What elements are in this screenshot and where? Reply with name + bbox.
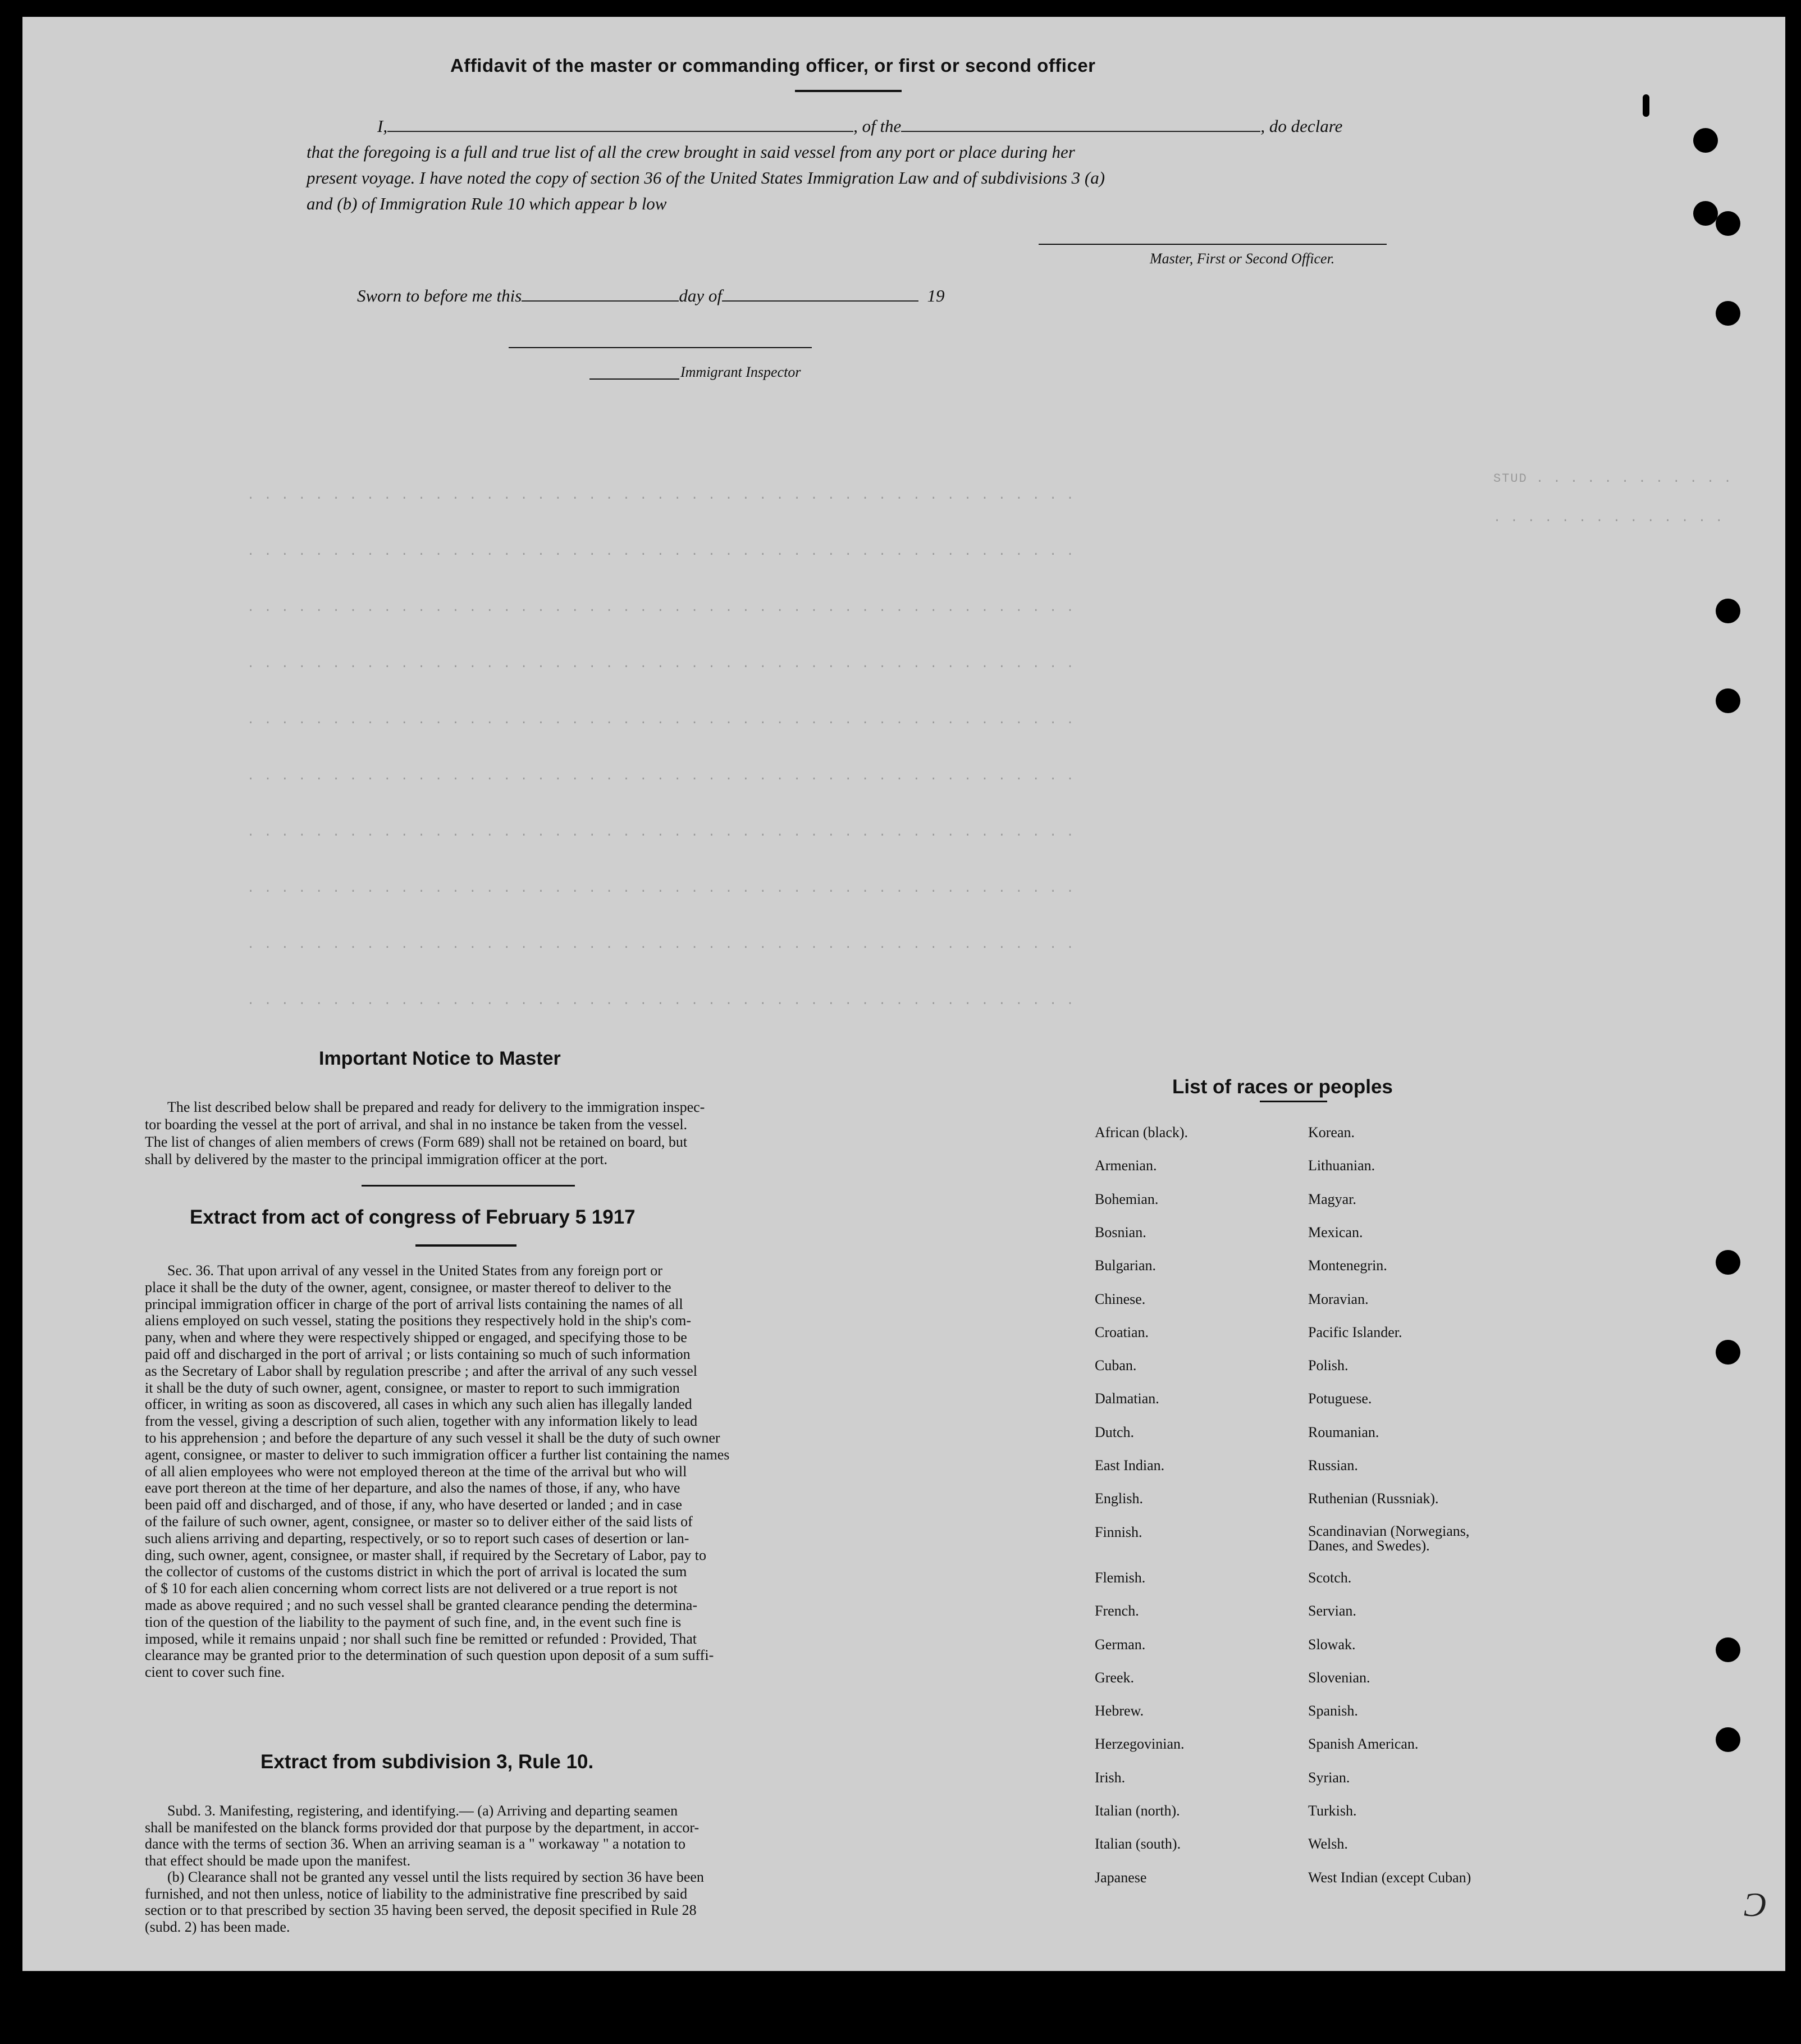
race-item: Armenian. (1095, 1157, 1157, 1174)
signature-line[interactable] (1039, 244, 1387, 245)
race-item: Moravian. (1308, 1290, 1369, 1307)
act-line: been paid off and discharged, and of those, if any, who have deserted or landed ; and in case (145, 1496, 682, 1513)
bleed-through-row: . . . . . . . . . . . . . . . . . . . . . . . . . . . . . . . . . . . . . . . . . . . . . . . . . (247, 545, 1075, 559)
act-line: tion of the question of the liability to the payment of such fine, and, in the event such fine is (145, 1613, 682, 1630)
bleed-through-row: . . . . . . . . . . . . . . . . . . . . . . . . . . . . . . . . . . . . . . . . . . . . . . . . . (247, 882, 1075, 896)
margin-note: Ͻ (1744, 1886, 1767, 1923)
act-line: of $ 10 for each alien concerning whom correct lists are not delivered or a true report is not (145, 1580, 678, 1597)
race-item: Japanese (1095, 1869, 1147, 1886)
race-item: Scandinavian (Norwegians, Danes, and Swedes). (1308, 1522, 1470, 1554)
bleed-through-row: . . . . . . . . . . . . . . (1493, 511, 1724, 525)
rule-line: dance with the terms of section 36. When an arriving seaman is a " workaway " a notation to (145, 1836, 685, 1852)
race-item: Syrian. (1308, 1769, 1350, 1786)
declarant-label: I, (377, 116, 388, 136)
race-item: Polish. (1308, 1357, 1349, 1374)
rule-line: (b) Clearance shall not be granted any vessel until the lists required by section 36 have been (167, 1869, 704, 1885)
binder-hole (1716, 211, 1740, 236)
race-item: Spanish American. (1308, 1736, 1419, 1753)
races-heading: List of races or peoples (1172, 1076, 1393, 1098)
race-item: Pacific Islander. (1308, 1324, 1402, 1340)
race-item: Servian. (1308, 1603, 1356, 1619)
declare-label: , do declare (1260, 116, 1343, 136)
punch-mark (1643, 94, 1649, 117)
bleed-through-row: . . . . . . . . . . . . . . . . . . . . . . . . . . . . . . . . . . . . . . . . . . . . . . . . . (247, 769, 1075, 783)
bleed-through-row: . . . . . . . . . . . . . . . . . . . . . . . . . . . . . . . . . . . . . . . . . . . . . . . . . (247, 657, 1075, 671)
bleed-through-row: . . . . . . . . . . . . . . . . . . . . . . . . . . . . . . . . . . . . . . . . . . . . . . . . . (247, 938, 1075, 952)
inspector-signature-line[interactable] (509, 347, 812, 348)
race-item: Scotch. (1308, 1569, 1352, 1586)
rule-line: (subd. 2) has been made. (145, 1918, 290, 1935)
binder-hole (1716, 301, 1740, 326)
binder-hole (1716, 1250, 1740, 1275)
act-line: pany, when and where they were respectively shipped or engaged, and specifying those to be (145, 1329, 687, 1346)
race-item: Hebrew. (1095, 1703, 1144, 1719)
sworn-label: Sworn to before me this (357, 286, 522, 305)
heading-underline (415, 1244, 516, 1247)
race-item: Flemish. (1095, 1569, 1146, 1586)
manifest-page (22, 17, 1785, 1971)
affidavit-line-1 (377, 112, 1342, 140)
rule-line: that effect should be made upon the manifest. (145, 1852, 411, 1869)
race-item: English. (1095, 1490, 1143, 1507)
act-line: principal immigration officer in charge of the port of arrival lists containing the names of all (145, 1295, 683, 1312)
act-text (145, 1262, 819, 1681)
act-line: ding, such owner, agent, consignee, or master shall, if required by the Secretary of Labor, pay to (145, 1546, 707, 1563)
act-line: it shall be the duty of such owner, agent, consignee, or master to report to such immigration (145, 1379, 680, 1396)
act-line: cient to cover such fine. (145, 1664, 285, 1681)
act-line: clearance may be granted prior to the determination of such question upon deposit of a sum suffi- (145, 1647, 714, 1664)
race-item: Korean. (1308, 1124, 1355, 1140)
act-line: such aliens arriving and departing, respectively, or so to report such cases of desertion or lan- (145, 1530, 689, 1546)
race-item: Slowak. (1308, 1636, 1356, 1653)
race-item: Irish. (1095, 1769, 1126, 1786)
binder-hole (1716, 1637, 1740, 1662)
bleed-through-row: . . . . . . . . . . . . . . . . . . . . . . . . . . . . . . . . . . . . . . . . . . . . . . . . . (247, 825, 1075, 840)
binder-hole (1716, 1340, 1740, 1365)
race-item: Bohemian. (1095, 1190, 1159, 1207)
race-item: Welsh. (1308, 1836, 1348, 1853)
act-line: imposed, while it remains unpaid ; nor shall such fine be remitted or refunded : Provided, That (145, 1630, 697, 1647)
race-item: Turkish. (1308, 1803, 1357, 1819)
year-prefix: 19 (927, 286, 945, 305)
affidavit-heading: Affidavit of the master or commanding officer, or first or second officer (450, 55, 1096, 76)
affidavit-line-4: and (b) of Immigration Rule 10 which appear b low (307, 194, 667, 213)
race-item: French. (1095, 1603, 1139, 1619)
race-item: Roumanian. (1308, 1424, 1379, 1440)
signature-label: Master, First or Second Officer. (1150, 250, 1335, 267)
vessel-name-field[interactable] (901, 131, 1260, 132)
rule-line: section or to that prescribed by section 35 having been served, the deposit specified in Rule 28 (145, 1902, 697, 1918)
race-item: Dalmatian. (1095, 1390, 1159, 1407)
rule-line: furnished, and not then unless, notice of liability to the administrative fine prescribed by said (145, 1885, 688, 1902)
race-item: Greek. (1095, 1669, 1135, 1686)
binder-hole (1716, 688, 1740, 713)
binder-hole (1693, 128, 1718, 153)
race-item: Croatian. (1095, 1324, 1149, 1340)
race-item: Montenegrin. (1308, 1257, 1387, 1274)
act-line: Sec. 36. That upon arrival of any vessel in the United States from any foreign port or (167, 1262, 662, 1279)
act-heading: Extract from act of congress of February 5 1917 (190, 1206, 636, 1228)
notice-heading: Important Notice to Master (319, 1048, 561, 1069)
day-of-label: day of (679, 286, 722, 305)
declarant-name-field[interactable] (387, 131, 853, 132)
notice-line: The list of changes of alien members of crews (Form 689) shall not be retained on board, but (145, 1134, 688, 1150)
race-item: Bulgarian. (1095, 1257, 1157, 1274)
binder-hole (1693, 201, 1718, 226)
race-item: Finnish. (1095, 1523, 1142, 1540)
notice-line: tor boarding the vessel at the port of arrival, and shal in no instance be taken from the vessel. (145, 1116, 688, 1133)
race-item: Italian (south). (1095, 1836, 1181, 1853)
sworn-line (357, 282, 944, 310)
notice-line: shall by delivered by the master to the principal immigration officer at the port. (145, 1151, 608, 1167)
rule-text (145, 1803, 819, 1935)
race-item: Spanish. (1308, 1703, 1358, 1719)
race-item: Bosnian. (1095, 1224, 1146, 1240)
act-line: of all alien employees who were not employed thereon at the time of the arrival but who will (145, 1463, 687, 1480)
of-the-label: , of the (853, 116, 902, 136)
binder-hole (1716, 1727, 1740, 1752)
divider (362, 1185, 575, 1187)
race-item: Magyar. (1308, 1190, 1356, 1207)
inspector-short-line (589, 378, 679, 380)
act-line: of the failure of such owner, agent, consignee, or master so to deliver either of the said lists of (145, 1513, 693, 1530)
act-line: made as above required ; and no such vessel shall be granted clearance pending the determina- (145, 1596, 697, 1613)
binder-hole (1716, 599, 1740, 623)
heading-underline (795, 90, 902, 92)
race-item: East Indian. (1095, 1457, 1165, 1473)
act-line: aliens employed on such vessel, stating the positions they respectively hold in the ship's com- (145, 1312, 692, 1329)
race-item: Chinese. (1095, 1290, 1146, 1307)
race-item: West Indian (except Cuban) (1308, 1869, 1471, 1886)
rule-heading: Extract from subdivision 3, Rule 10. (260, 1751, 594, 1773)
affidavit-line-2: that the foregoing is a full and true list of all the crew brought in said vessel from any port or place during her (307, 142, 1075, 162)
bleed-through-row: STUD . . . . . . . . . . . . (1493, 472, 1733, 486)
race-item: Mexican. (1308, 1224, 1363, 1240)
act-line: agent, consignee, or master to deliver to such immigration officer a further list containing the names (145, 1446, 730, 1463)
race-item: Slovenian. (1308, 1669, 1370, 1686)
act-line: officer, in writing as soon as discovered, all cases in which any such alien has illegally landed (145, 1396, 692, 1413)
notice-text (145, 1098, 819, 1168)
bleed-through-row: . . . . . . . . . . . . . . . . . . . . . . . . . . . . . . . . . . . . . . . . . . . . . . . . . (247, 713, 1075, 727)
race-item: Herzegovinian. (1095, 1736, 1185, 1753)
inspector-label: Immigrant Inspector (680, 364, 801, 380)
race-item: German. (1095, 1636, 1146, 1653)
bleed-through-row: . . . . . . . . . . . . . . . . . . . . . . . . . . . . . . . . . . . . . . . . . . . . . . . . . (247, 489, 1075, 503)
act-line: the collector of customs of the customs district in which the port of arrival is located the sum (145, 1563, 687, 1580)
rule-line: shall be manifested on the blanck forms provided dor that purpose by the department, in accor- (145, 1819, 700, 1836)
affidavit-line-3: present voyage. I have noted the copy of section 36 of the United States Immigration Law and of subdivisions 3 (a) (307, 168, 1105, 188)
race-item: African (black). (1095, 1124, 1189, 1140)
act-line: place it shall be the duty of the owner, agent, consignee, or master thereof to deliver to the (145, 1279, 671, 1295)
act-line: from the vessel, giving a description of such alien, together with any information likely to lead (145, 1413, 698, 1430)
race-item: Cuban. (1095, 1357, 1137, 1374)
sworn-date-field[interactable] (522, 300, 679, 302)
heading-underline (1260, 1101, 1327, 1102)
act-line: eave port thereon at the time of her departure, and also the names of those, if any, who have (145, 1480, 680, 1496)
race-item: Dutch. (1095, 1424, 1135, 1440)
rule-line: Subd. 3. Manifesting, registering, and identifying.— (a) Arriving and departing seamen (167, 1803, 678, 1819)
race-item: Potuguese. (1308, 1390, 1372, 1407)
race-item: Lithuanian. (1308, 1157, 1375, 1174)
act-line: as the Secretary of Labor shall by regulation prescribe ; and after the arrival of any such vessel (145, 1362, 698, 1379)
sworn-month-field[interactable] (722, 300, 918, 302)
bleed-through-row: . . . . . . . . . . . . . . . . . . . . . . . . . . . . . . . . . . . . . . . . . . . . . . . . . (247, 994, 1075, 1008)
race-item: Ruthenian (Russniak). (1308, 1490, 1439, 1507)
notice-line: The list described below shall be prepared and ready for delivery to the immigration inspec- (167, 1099, 705, 1115)
act-line: to his apprehension ; and before the departure of any such vessel it shall be the duty of such owner (145, 1429, 720, 1446)
race-item: Russian. (1308, 1457, 1358, 1473)
act-line: paid off and discharged in the port of arrival ; or lists containing so much of such information (145, 1345, 691, 1362)
bleed-through-row: . . . . . . . . . . . . . . . . . . . . . . . . . . . . . . . . . . . . . . . . . . . . . . . . . (247, 601, 1075, 615)
race-item: Italian (north). (1095, 1803, 1180, 1819)
